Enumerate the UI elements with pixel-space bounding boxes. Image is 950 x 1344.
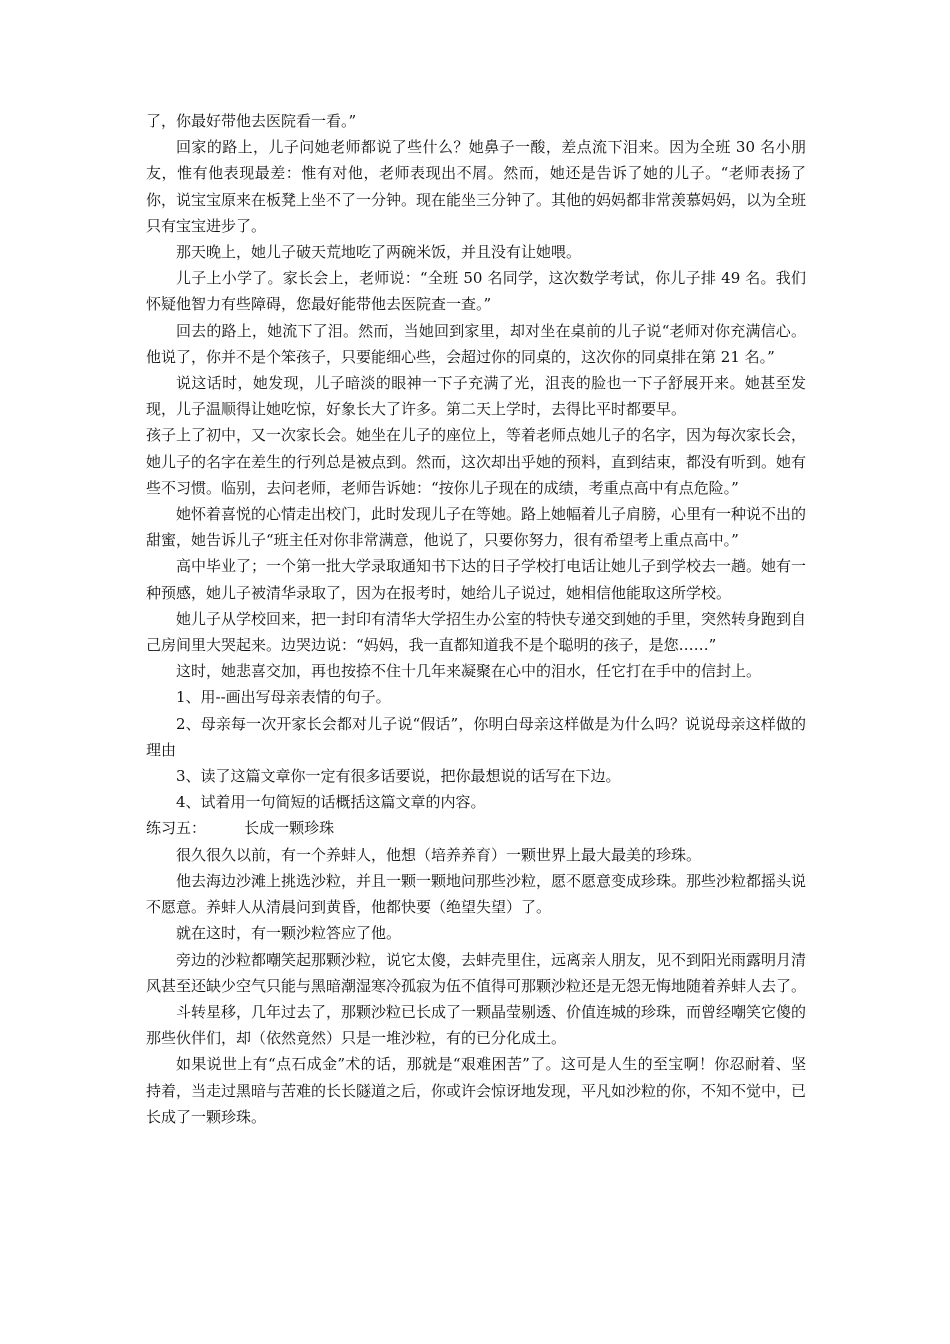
paragraph: 高中毕业了；一个第一批大学录取通知书下达的日子学校打电话让她儿子到学校去一趟。她有一种预感，她儿子被清华录取了，因为在报考时，她给儿子说过，她相信他能取这所学校。 — [146, 557, 807, 602]
paragraph: 她儿子从学校回来，把一封印有清华大学招生办公室的特快专递交到她的手里，突然转身跑到自己房间里大哭起来。边哭边说：“妈妈，我一直都知道我不是个聪明的孩子，是您……” — [146, 609, 807, 655]
paragraph: 她怀着喜悦的心情走出校门，此时发现儿子在等她。路上她幅着儿子肩膀，心里有一种说不出的甜蜜，她告诉儿子“班主任对你非常满意，他说了，只要你努力，很有希望考上重点高中。” — [146, 505, 807, 550]
question-2: 2、母亲每一次开家长会都对儿子说“假话”，你明白母亲这样做是为什么吗？说说母亲这样做的理由 — [146, 714, 806, 759]
paragraph: 就在这时，有一颗沙粒答应了他。 — [176, 924, 402, 943]
question-3: 3、读了这篇文章你一定有很多话要说，把你最想说的话写在下边。 — [176, 767, 621, 786]
paragraph: 如果说世上有“点石成金”术的话，那就是“艰难困苦”了。这可是人生的至宝啊！你忍耐着、坚持着，当走过黑暗与苦难的长长隧道之后，你或许会惊讶地发现，平凡如沙粒的你，不知不觉中，已长成了一颗珍珠。 — [146, 1055, 807, 1126]
document-page — [146, 108, 806, 1130]
exercise-heading: 练习五： 长成一颗珍珠 — [146, 819, 335, 838]
paragraph: 很久很久以前，有一个养蚌人，他想（培养养育）一颗世界上最大最美的珍珠。 — [176, 845, 702, 864]
paragraph: 儿子上小学了。家长会上，老师说：“全班 50 名同学，这次数学考试，你儿子排 49 名。我们怀疑他智力有些障碍，您最好能带他去医院查一查。” — [146, 269, 806, 314]
paragraph: 这时，她悲喜交加，再也按捺不住十几年来凝聚在心中的泪水，任它打在手中的信封上。 — [176, 662, 762, 681]
paragraph: 旁边的沙粒都嘲笑起那颗沙粒，说它太傻，去蚌壳里住，远离亲人朋友，见不到阳光雨露明月清风甚至还缺少空气只能与黑暗潮湿寒冷孤寂为伍不值得可那颗沙粒还是无怨无悔地随着养蚌人去了。 — [146, 950, 807, 995]
paragraph: 孩子上了初中，又一次家长会。她坐在儿子的座位上，等着老师点她儿子的名字，因为每次家长会，她儿子的名字在差生的行列总是被点到。然而，这次却出乎她的预料，直到结束，都没有听到。她有些不习惯。临别，去问老师，老师告诉她：“按你儿子现在的成绩，考重点高中有点危险。” — [146, 426, 807, 497]
paragraph: 回去的路上，她流下了泪。然而，当她回到家里，却对坐在桌前的儿子说“老师对你充满信心。他说了，你并不是个笨孩子，只要能细心些，会超过你的同桌的，这次你的同桌排在第 21 名。” — [146, 321, 806, 366]
question-1: 1、用--画出写母亲表情的句子。 — [176, 688, 391, 707]
question-4: 4、试着用一句简短的话概括这篇文章的内容。 — [176, 793, 486, 812]
paragraph: 回家的路上，儿子问她老师都说了些什么？她鼻子一酸，差点流下泪来。因为全班 30 名小朋友，惟有他表现最差：惟有对他，老师表现出不屑。然而，她还是告诉了她的儿子。“老师表扬了你，说宝宝原来在板凳上坐不了一分钟。现在能坐三分钟了。其他的妈妈都非常羡慕妈妈，以为全班只有宝宝进步了。 — [146, 138, 807, 235]
paragraph: 说这话时，她发现，儿子暗淡的眼神一下子充满了光，沮丧的脸也一下子舒展开来。她甚至发现，儿子温顺得让她吃惊，好象长大了许多。第二天上学时，去得比平时都要早。 — [146, 374, 806, 419]
paragraph: 那天晚上，她儿子破天荒地吃了两碗米饭，并且没有让她喂。 — [176, 243, 582, 262]
paragraph: 他去海边沙滩上挑选沙粒，并且一颗一颗地问那些沙粒，愿不愿意变成珍珠。那些沙粒都摇头说不愿意。养蚌人从清晨问到黄昏，他都快要（绝望失望）了。 — [146, 871, 807, 917]
paragraph: 了，你最好带他去医院看一看。” — [146, 112, 357, 130]
paragraph: 斗转星移，几年过去了，那颗沙粒已长成了一颗晶莹剔透、价值连城的珍珠，而曾经嘲笑它傻的那些伙伴们，却（依然竟然）只是一堆沙粒，有的已分化成土。 — [146, 1002, 807, 1048]
